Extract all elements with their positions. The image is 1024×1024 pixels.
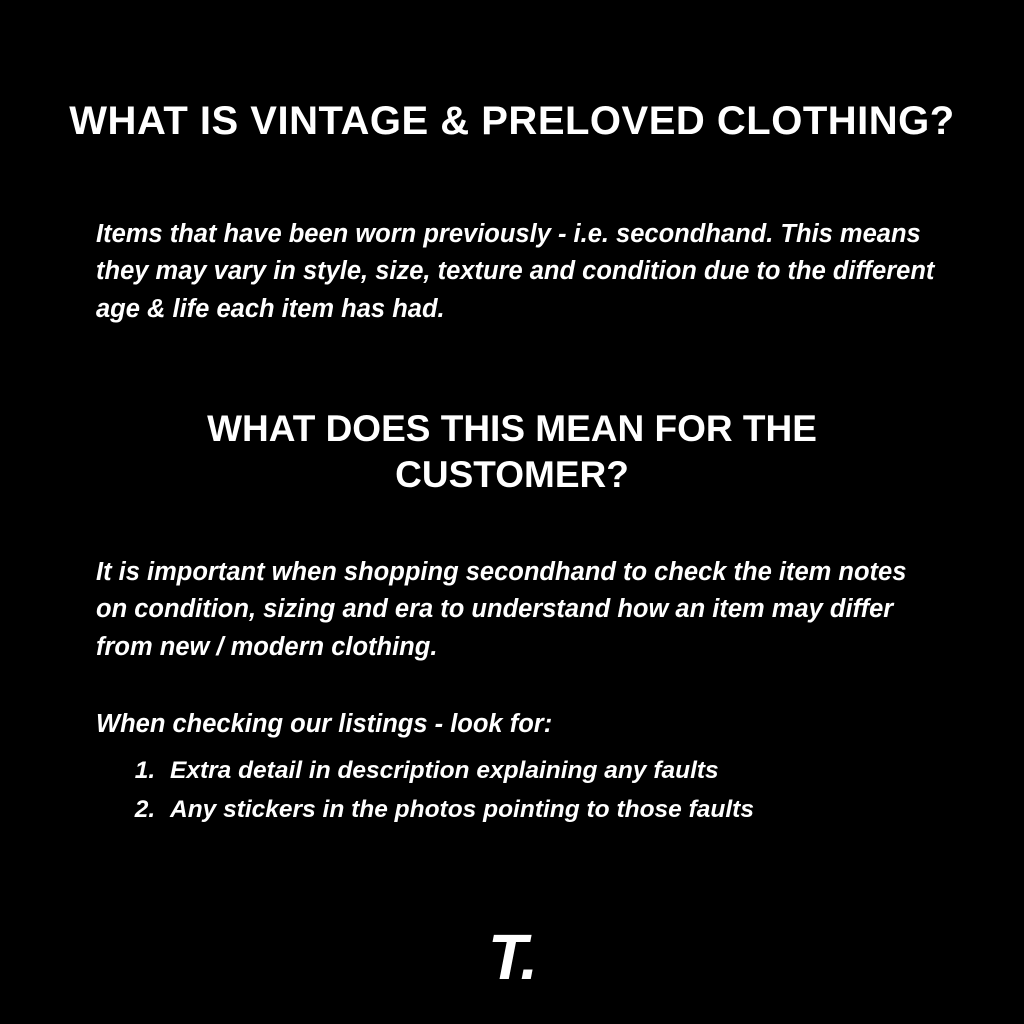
list-item: 2. Any stickers in the photos pointing to those faults (162, 791, 1022, 830)
list-item: 1. Extra detail in description explaining any faults (162, 752, 1022, 791)
brand-logo: T. (487, 921, 537, 993)
checklist (118, 752, 1022, 829)
intro-paragraph: Items that have been worn previously - i.e. secondhand. This means they may vary in style, size, texture and condition due to the different age & life each item has had. (96, 219, 935, 323)
section-heading-customer: WHAT DOES THIS MEAN FOR THE CUSTOMER? (207, 407, 817, 495)
page-title: WHAT IS VINTAGE & PRELOVED CLOTHING? (69, 98, 955, 143)
listings-prompt: When checking our listings - look for: (96, 709, 553, 738)
customer-paragraph: It is important when shopping secondhand to check the item notes on condition, sizing and era to understand how an item may differ from new / modern clothing. (96, 557, 907, 661)
